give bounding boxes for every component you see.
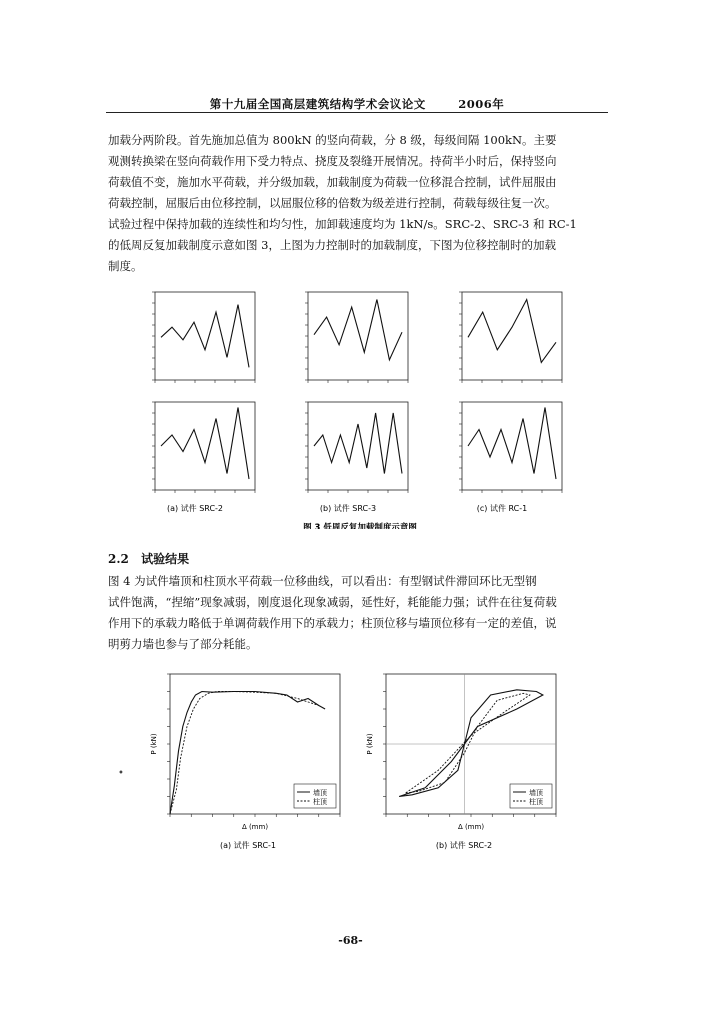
legend xyxy=(510,784,552,808)
legend-label-wall-top: 墙顶 xyxy=(313,789,327,797)
figure-4-plots xyxy=(148,668,568,858)
plot-frame xyxy=(155,292,255,380)
series-line-wall-top xyxy=(399,690,543,797)
plot-frame xyxy=(308,292,408,380)
legend-label-wall-top: 墙顶 xyxy=(529,789,543,797)
figure-3 xyxy=(140,284,580,529)
header-year: 2006年 xyxy=(458,97,505,111)
hysteresis-plot xyxy=(366,674,556,831)
y-axis-label: P (kN) xyxy=(150,733,158,755)
page-header xyxy=(106,96,608,113)
text-line: 荷载控制，屈服后由位移控制，以屈服位移的倍数为级差进行控制，荷载每级往复一次。 xyxy=(108,196,557,210)
text-line: 加载分两阶段。首先施加总值为 800kN 的竖向荷载，分 8 级，每级间隔 100kN。主要 xyxy=(108,133,557,147)
schedule-plot xyxy=(459,402,562,493)
schedule-plot xyxy=(152,292,255,383)
figure-4-caption-b: (b) 试件 SRC-2 xyxy=(435,841,493,850)
plot-frame xyxy=(462,402,562,490)
figure-3-caption-a: (a) 试件 SRC-2 xyxy=(166,504,224,513)
hysteresis-plot xyxy=(150,674,340,831)
schedule-plot xyxy=(305,292,408,383)
text-line: 试验过程中保持加载的连续性和均匀性，加卸载速度均为 1kN/s。SRC-2、SRC-3 和 RC-1 xyxy=(108,217,577,231)
figure-3-title: 图 3 低周反复加载制度示意图 xyxy=(303,523,417,529)
text-line: 荷载值不变，施加水平荷载，并分级加载，加载制度为荷载一位移混合控制，试件屈服由 xyxy=(108,175,557,189)
schedule-plot xyxy=(152,402,255,493)
schedule-plot xyxy=(305,402,408,493)
text-line: 试件饱满，“捏缩”现象减弱，刚度退化现象减弱，延性好，耗能能力强；试件在往复荷载 xyxy=(108,595,557,609)
series-line xyxy=(468,300,556,363)
paragraph-2 xyxy=(108,571,608,655)
figure-3-plots xyxy=(140,284,580,529)
plot-frame xyxy=(155,402,255,490)
text-line: 图 4 为试件墙顶和柱顶水平荷载一位移曲线，可以看出：有型钢试件滞回环比无型钢 xyxy=(108,574,537,588)
section-number: 2.2 xyxy=(108,552,129,566)
y-axis-label: P (kN) xyxy=(366,733,374,755)
text-line: 的低周反复加载制度示意如图 3，上图为力控制时的加载制度，下图为位移控制时的加载 xyxy=(108,238,556,252)
text-line: 制度。 xyxy=(108,259,143,273)
header-title: 第十九届全国高层建筑结构学术会议论文 xyxy=(209,97,426,111)
page-number: -68- xyxy=(338,934,363,947)
legend-label-column-top: 柱顶 xyxy=(313,798,327,806)
figure-3-caption-b: (b) 试件 SRC-3 xyxy=(319,504,377,513)
legend-label-column-top: 柱顶 xyxy=(529,798,543,806)
schedule-plot xyxy=(459,292,562,383)
text-line: 观测转换梁在竖向荷载作用下受力特点、挠度及裂缝开展情况。持荷半小时后，保持竖向 xyxy=(108,154,557,168)
series-line xyxy=(468,408,556,480)
figure-3-caption-c: (c) 试件 RC-1 xyxy=(476,504,528,513)
section-heading xyxy=(108,550,189,567)
figure-4 xyxy=(148,668,568,858)
text-line: 明剪力墙也参与了部分耗能。 xyxy=(108,637,258,651)
x-axis-label: Δ (mm) xyxy=(241,823,269,831)
text-line: 作用下的承载力略低于单调荷载作用下的承载力；柱顶位移与墙顶位移有一定的差值，说 xyxy=(108,616,557,630)
figure-4-caption-a: (a) 试件 SRC-1 xyxy=(219,841,277,850)
x-axis-label: Δ (mm) xyxy=(457,823,485,831)
paragraph-1 xyxy=(108,130,608,277)
series-line-column-top xyxy=(406,693,530,793)
series-line xyxy=(314,300,402,360)
plot-frame xyxy=(462,292,562,380)
section-title: 试验结果 xyxy=(141,552,190,566)
legend xyxy=(294,784,336,808)
series-line xyxy=(161,408,249,480)
series-line xyxy=(314,413,402,474)
series-line xyxy=(161,305,249,368)
stray-mark: • xyxy=(118,768,124,779)
